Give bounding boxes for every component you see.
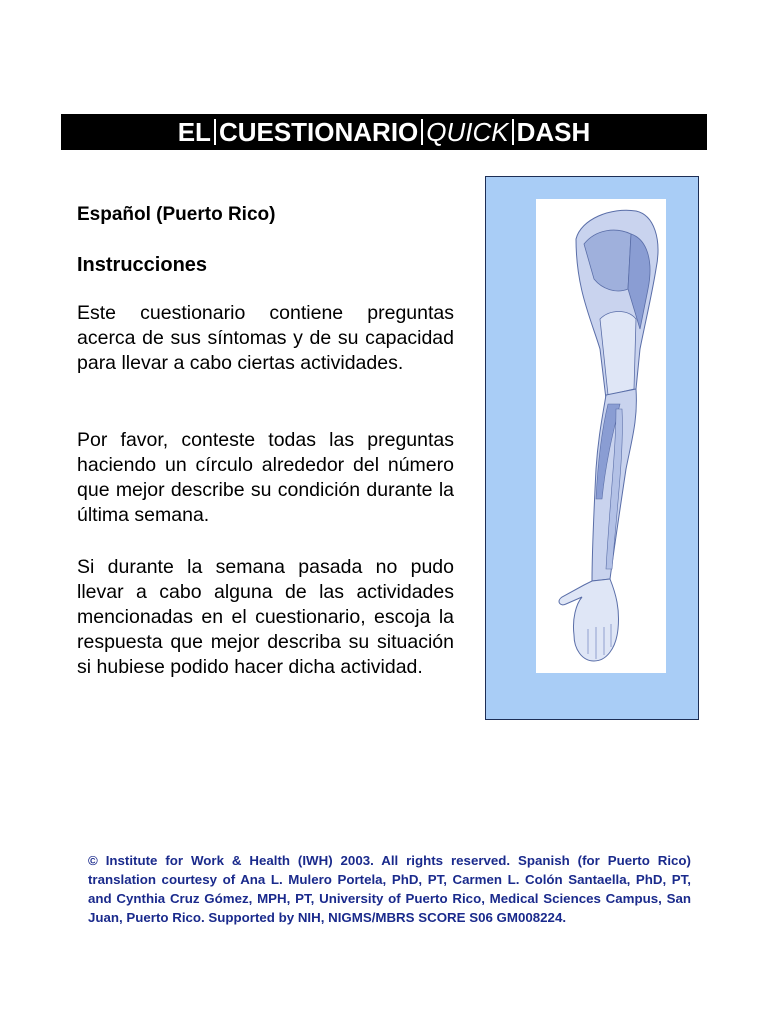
arm-illustration-frame <box>485 176 699 720</box>
title-separator <box>512 119 514 145</box>
language-label: Español (Puerto Rico) <box>77 204 276 225</box>
copyright-footer: © Institute for Work & Health (IWH) 2003. All rights reserved. Spanish (for Puerto Rico) translation courtesy of Ana L. Mulero Portela, PhD, PT, Carmen L. Colón Santaella, PhD, PT, and Cynthia Cruz Gómez, MPH, PT, University of Puerto Rico, Medical Sciences Campus, San Juan, Puerto Rico. Supported by NIH, NIGMS/MBRS SCORE S06 GM008224. <box>88 853 691 925</box>
instructions-heading: Instrucciones <box>77 254 208 276</box>
title-word-dash: DASH <box>516 116 591 147</box>
title-word-cuestionario: CUESTIONARIO <box>218 116 419 147</box>
title-separator <box>214 119 216 145</box>
instruction-paragraph: Este cuestionario contiene preguntas acerca de sus síntomas y de su capacidad para llevar a cabo ciertas actividades. <box>77 302 454 374</box>
instruction-paragraph: Si durante la semana pasada no pudo llevar a cabo alguna de las actividades mencionadas en el cuestionario, escoja la respuesta que mejor describa su situación si hubiese podido hacer dicha actividad. <box>77 556 454 678</box>
title-word-el: EL <box>177 116 211 147</box>
title-word-quick: QUICK <box>426 116 509 147</box>
title-separator <box>421 119 423 145</box>
arm-muscle-icon <box>536 199 666 673</box>
instruction-paragraph: Por favor, conteste todas las preguntas haciendo un círculo alrededor del número que mejor describe su condición durante la última semana. <box>77 429 454 526</box>
arm-illustration <box>536 199 666 673</box>
title-banner <box>61 114 707 150</box>
